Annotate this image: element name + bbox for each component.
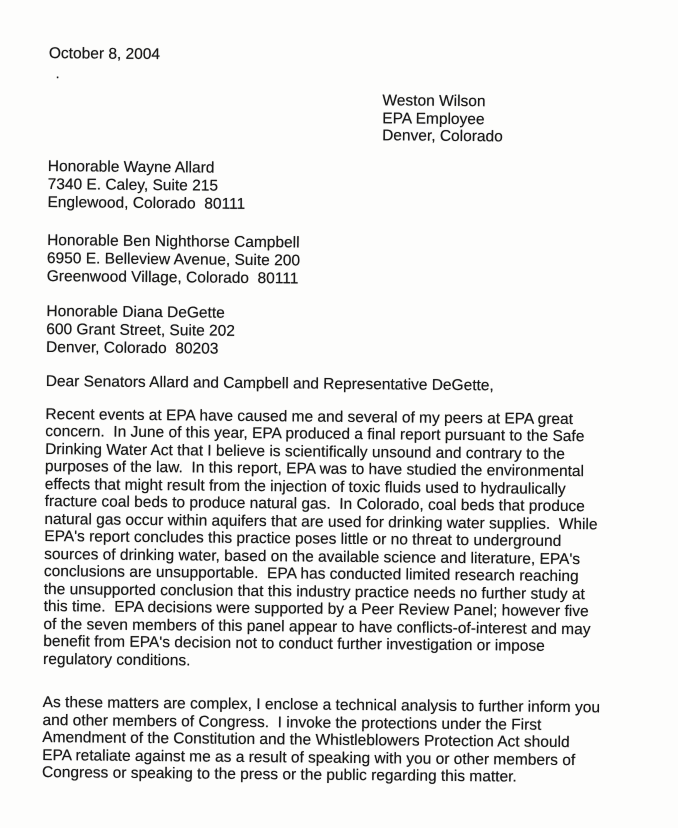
recipient-block-degette <box>46 302 675 362</box>
sender-location: Denver, Colorado <box>382 127 503 146</box>
stray-mark: . <box>55 65 60 82</box>
recipient-block-campbell <box>47 231 676 291</box>
sender-name: Weston Wilson <box>382 92 486 111</box>
recipient-address-line1: 6950 E. Belleview Avenue, Suite 200 <box>46 249 301 269</box>
recipient-name: Honorable Wayne Allard <box>47 157 215 177</box>
recipient-name: Honorable Ben Nighthorse Campbell <box>47 231 300 251</box>
recipient-address-line2: Denver, Colorado 80203 <box>46 338 219 358</box>
recipient-address-line1: 600 Grant Street, Suite 202 <box>46 320 236 340</box>
body-paragraph-1: Recent events at EPA have caused me and several of my peers at EPA great concern. In June of this year, EPA produced a final report pursuant to the Safe Drinking Water Act that I believe is scientifically unsound and contrary to the purposes of the law. In this report, EPA was to have studied the environmental effects that might result from the injection of toxic fluids used to hydraulically fracture coal beds to produce natural gas. In Colorado, coal beds that produce natural gas occur within aquifers that are used for drinking water supplies. While EPA's report concludes this practice poses little or no threat to underground sources of drinking water, based on the available science and literature, EPA's conclusions are unsupportable. EPA has conducted limited research reaching the unsupported conclusion that this industry practice needs no further study at this time. EPA decisions were supported by a Peer Review Panel; however five of the seven members of this panel appear to have conflicts-of-interest and may benefit from EPA's decision not to conduct further investigation or impose regulatory conditions. <box>43 405 598 669</box>
letter-date: October 8, 2004 <box>48 45 161 64</box>
recipient-address-line2: Greenwood Village, Colorado 80111 <box>46 267 299 287</box>
recipient-block-allard <box>47 157 676 217</box>
sender-block <box>382 92 677 147</box>
recipient-name: Honorable Diana DeGette <box>46 302 225 322</box>
body-paragraph-2: As these matters are complex, I enclose a technical analysis to further inform you and other members of Congress. I invoke the protections under the First Amendment of the Constitution and the Whistleblowers Protection Act should EPA retaliate against me as a result of speaking with you or other members of Congress or speaking to the press or the public regarding this matter. <box>41 693 601 786</box>
recipient-address-line2: Englewood, Colorado 80111 <box>47 193 246 213</box>
salutation: Dear Senators Allard and Campbell and Representative DeGette, <box>45 372 494 394</box>
sender-title: EPA Employee <box>382 109 485 128</box>
recipient-address-line1: 7340 E. Caley, Suite 215 <box>47 175 219 195</box>
